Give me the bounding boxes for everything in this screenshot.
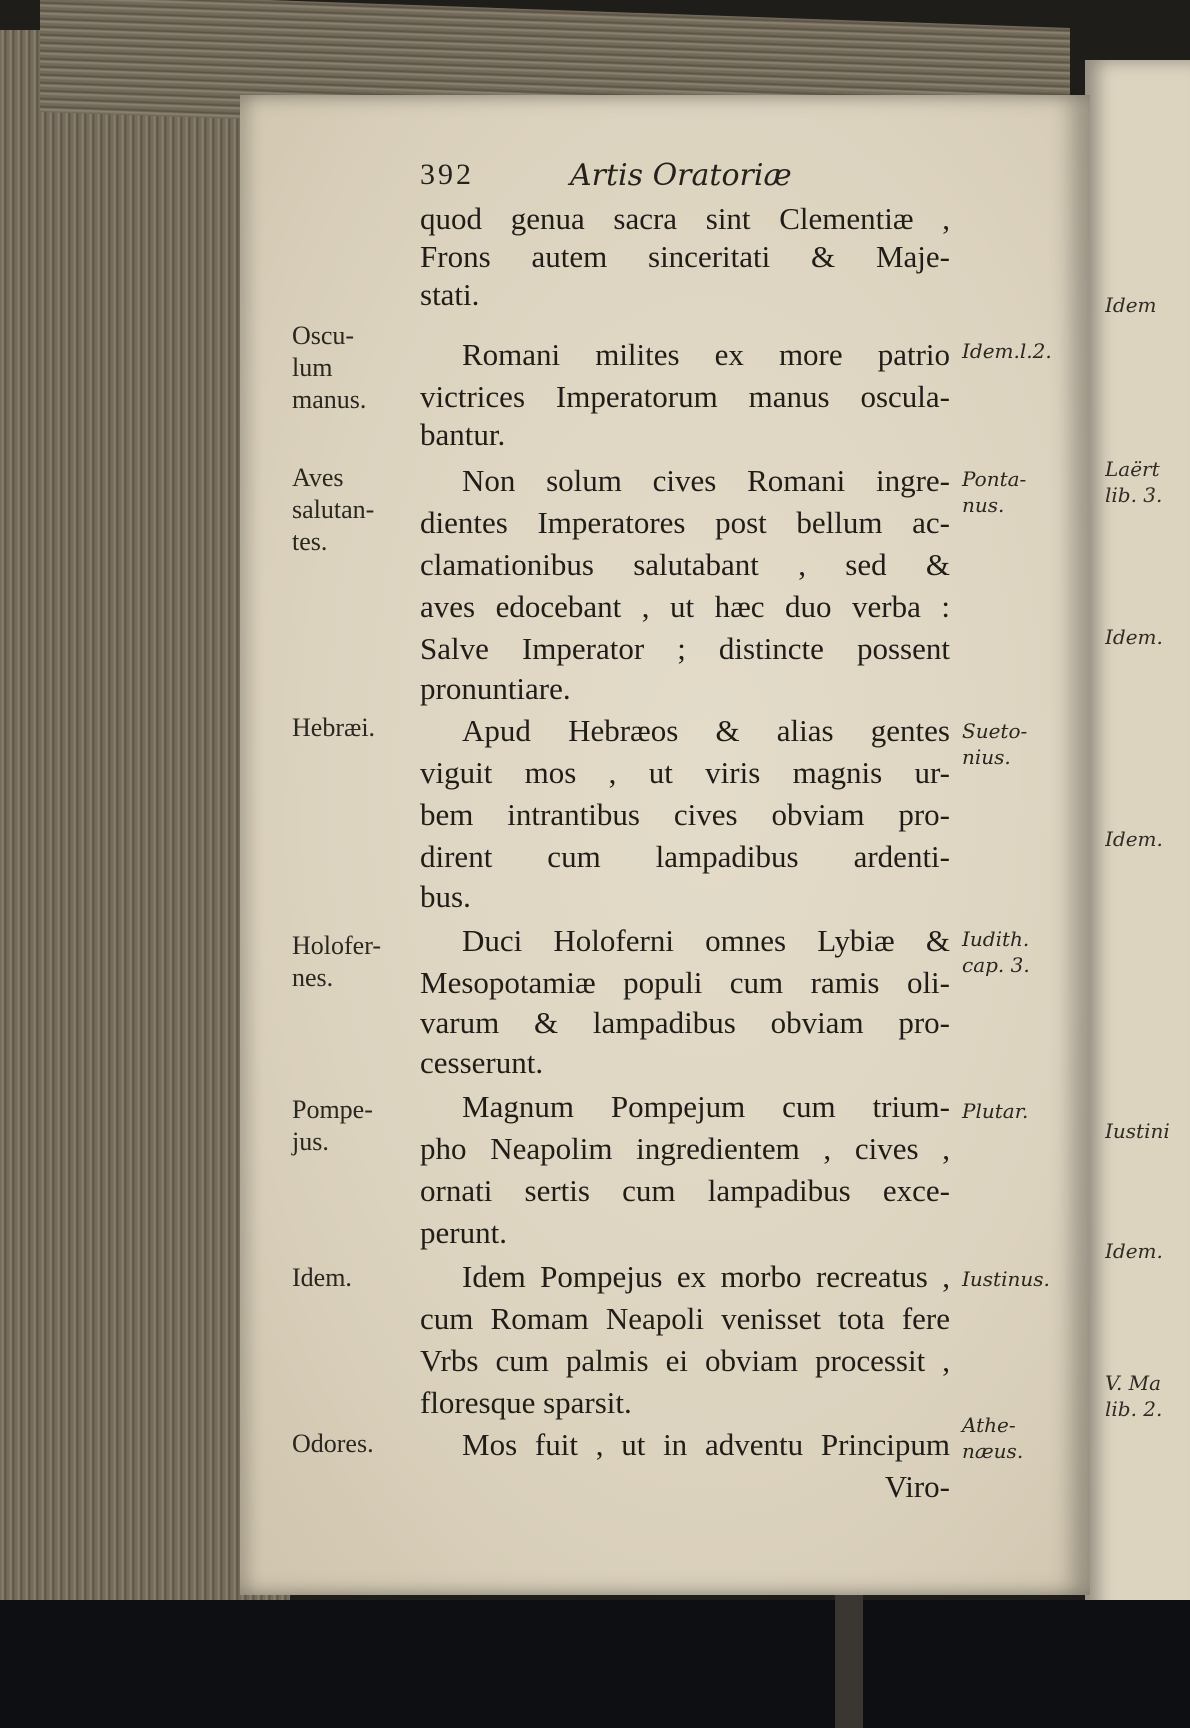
body-line: stati. [420,277,480,312]
facing-page-note: V. Ma lib. 2. [1105,1371,1163,1421]
body-line: dientes Imperatores post bellum ac- [420,505,950,540]
facing-page-note: Idem. [1105,827,1163,851]
facing-page-note: Idem [1105,293,1157,317]
body-line: quod genua sacra sint Clementiæ , [420,201,950,236]
facing-page-note: Laërt lib. 3. [1105,457,1163,507]
body-line: perunt. [420,1215,507,1250]
body-line: bus. [420,879,471,914]
facing-page-note: Idem. [1105,1239,1163,1263]
body-line: bem intrantibus cives obviam pro- [420,797,950,832]
body-line: Duci Holoferni omnes Lybiæ & [462,923,950,958]
margin-note-right: Iudith. cap. 3. [962,927,1030,977]
margin-note-right: Ponta- nus. [962,467,1027,517]
page-header [420,158,960,198]
body-line: aves edocebant , ut hæc duo verba : [420,589,950,624]
page-clip [835,1595,863,1728]
catchword: Viro- [884,1469,950,1504]
body-line: Idem Pompejus ex morbo recreatus , [462,1259,950,1294]
margin-note-left: Oscu- lum manus. [292,321,367,414]
margin-note-right: Plutar. [962,1099,1029,1123]
margin-note-right: Athe- næus. [962,1413,1024,1463]
body-line: ornati sertis cum lampadibus exce- [420,1173,950,1208]
body-line: Salve Imperator ; distincte possent [420,631,950,666]
facing-page-note: Idem. [1105,625,1163,649]
body-line: Mesopotamiæ populi cum ramis oli- [420,965,950,1000]
margin-note-right: Sueto- nius. [962,719,1028,769]
margin-note-right: Iustinus. [962,1267,1050,1291]
body-line: Vrbs cum palmis ei obviam processit , [420,1343,950,1378]
margin-note-right: Idem.l.2. [962,339,1052,363]
body-line: dirent cum lampadibus ardenti- [420,839,950,874]
running-title: Artis Oratoriæ [570,158,792,193]
body-line: pronuntiare. [420,671,571,706]
body-line: floresque sparsit. [420,1385,632,1420]
margin-note-left: Hebræi. [292,713,376,742]
body-line: Apud Hebræos & alias gentes [462,713,950,748]
body-line: clamationibus salutabant , sed & [420,547,950,582]
body-line: varum & lampadibus obviam pro- [420,1005,950,1040]
margin-note-left: Aves salutan- tes. [292,463,375,556]
body-line: Mos fuit , ut in adventu Principum [462,1427,950,1462]
body-line: viguit mos , ut viris magnis ur- [420,755,950,790]
body-line: bantur. [420,417,506,452]
facing-page-note: Iustini [1105,1119,1170,1143]
body-line: cesserunt. [420,1045,544,1080]
body-line: cum Romam Neapoli venisset tota fere [420,1301,950,1336]
margin-note-left: Holofer- nes. [292,931,381,992]
margin-note-left: Odores. [292,1429,374,1458]
page-number: 392 [420,158,474,191]
body-line: pho Neapolim ingredientem , cives , [420,1131,950,1166]
body-line: Romani milites ex more patrio [462,337,950,372]
margin-note-left: Idem. [292,1263,352,1292]
margin-note-left: Pompe- jus. [292,1095,373,1156]
body-line: victrices Imperatorum manus oscula- [420,379,950,414]
body-line: Magnum Pompejum cum trium- [462,1089,950,1124]
body-line: Frons autem sinceritati & Maje- [420,239,950,274]
background-surface [0,1600,1190,1728]
body-line: Non solum cives Romani ingre- [462,463,950,498]
